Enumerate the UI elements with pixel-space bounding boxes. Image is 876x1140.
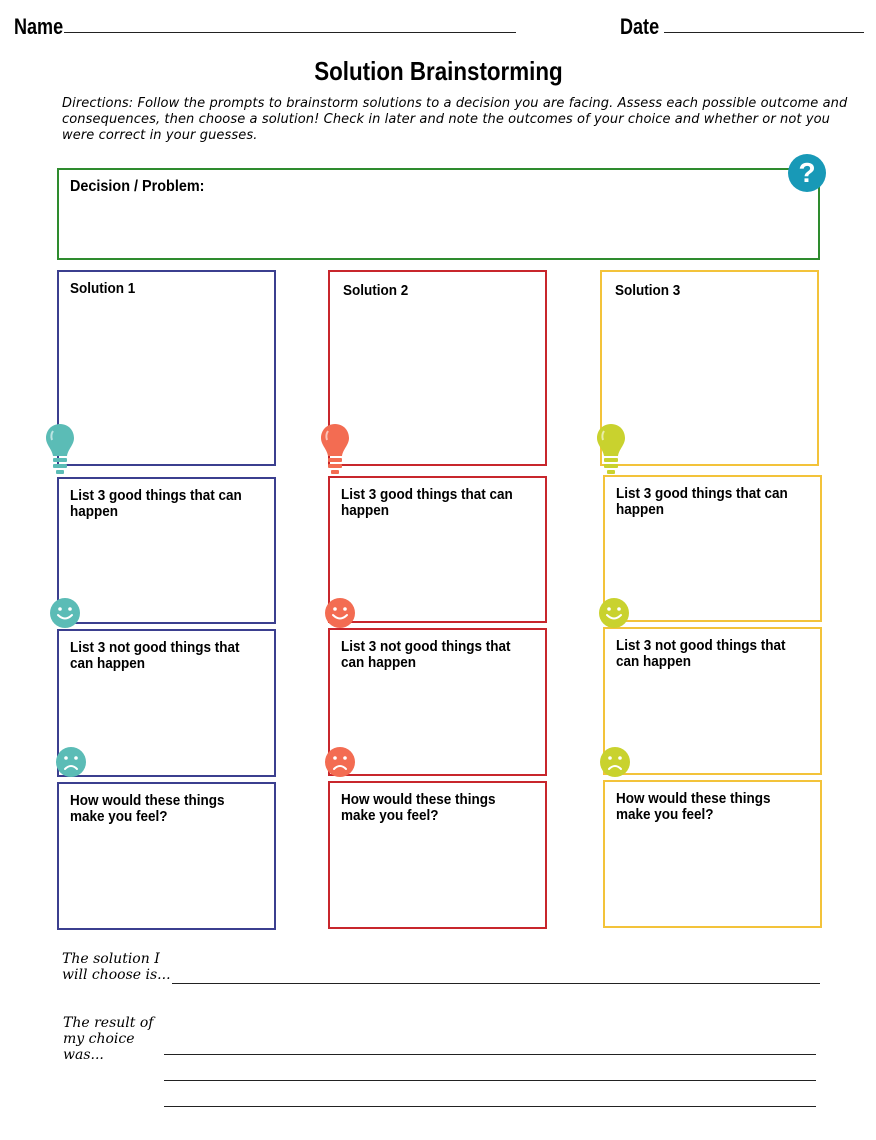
- bad-things-3-box[interactable]: [603, 627, 822, 775]
- date-field[interactable]: [664, 32, 864, 33]
- directions-text: Directions: Follow the prompts to brainstorm solutions to a decision you are facing. Assess each possible outcome and consequences, then choose a solution! Check in later and note the outcomes of your choice and whether or not you were correct in your guesses.: [62, 96, 848, 143]
- sad-face-icon: [324, 746, 356, 778]
- good-things-3-box[interactable]: [603, 475, 822, 622]
- bad-things-2-label: List 3 not good things that can happen: [341, 638, 511, 671]
- smiley-face-icon: [49, 597, 81, 629]
- good-things-2-label: List 3 good things that can happen: [341, 486, 513, 519]
- decision-box[interactable]: [57, 168, 820, 260]
- bad-things-1-box[interactable]: [57, 629, 276, 777]
- decision-label: Decision / Problem:: [70, 178, 205, 195]
- solution-1-box[interactable]: [57, 270, 276, 466]
- lightbulb-icon: [595, 422, 627, 476]
- solution-choice-label: The solution I will choose is...: [62, 951, 171, 983]
- feelings-3-box[interactable]: [603, 780, 822, 928]
- good-things-3-label: List 3 good things that can happen: [616, 485, 788, 518]
- page-title: Solution Brainstorming: [313, 56, 563, 86]
- good-things-1-label: List 3 good things that can happen: [70, 487, 242, 520]
- feelings-3-label: How would these things make you feel?: [616, 790, 771, 823]
- result-line-1[interactable]: [164, 1054, 816, 1055]
- solution-3-box[interactable]: [600, 270, 819, 466]
- solution-choice-line[interactable]: [172, 983, 820, 984]
- lightbulb-icon: [44, 422, 76, 476]
- lightbulb-icon: [319, 422, 351, 476]
- sad-face-icon: [55, 746, 87, 778]
- result-line-3[interactable]: [164, 1106, 816, 1107]
- good-things-1-box[interactable]: [57, 477, 276, 624]
- good-things-2-box[interactable]: [328, 476, 547, 623]
- feelings-2-label: How would these things make you feel?: [341, 791, 496, 824]
- question-mark-icon: ?: [788, 154, 826, 192]
- bad-things-2-box[interactable]: [328, 628, 547, 776]
- feelings-1-box[interactable]: [57, 782, 276, 930]
- result-line-2[interactable]: [164, 1080, 816, 1081]
- feelings-2-box[interactable]: [328, 781, 547, 929]
- bad-things-3-label: List 3 not good things that can happen: [616, 637, 786, 670]
- solution-2-box[interactable]: [328, 270, 547, 466]
- sad-face-icon: [599, 746, 631, 778]
- solution-1-label: Solution 1: [70, 280, 136, 297]
- feelings-1-label: How would these things make you feel?: [70, 792, 225, 825]
- smiley-face-icon: [324, 597, 356, 629]
- date-label: Date: [620, 14, 660, 39]
- bad-things-1-label: List 3 not good things that can happen: [70, 639, 240, 672]
- result-label: The result of my choice was...: [63, 1015, 154, 1063]
- solution-2-label: Solution 2: [343, 282, 409, 299]
- solution-3-label: Solution 3: [615, 282, 681, 299]
- name-field[interactable]: [64, 32, 516, 33]
- smiley-face-icon: [598, 597, 630, 629]
- name-label: Name: [14, 14, 64, 39]
